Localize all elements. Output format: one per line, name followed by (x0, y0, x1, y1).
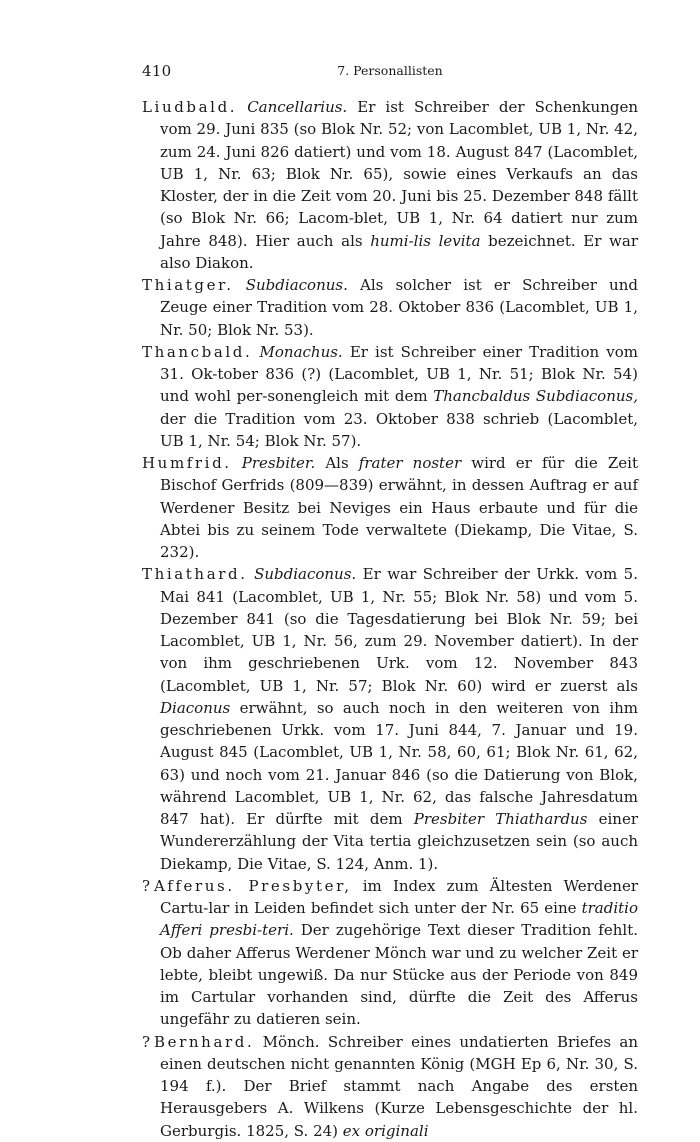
entry-text: erwähnt, so auch noch in den weiteren von ihm geschriebenen Urkk. vom 17. Juni 844, 7. Januar und 19. August 845 (Lacomblet, UB 1, Nr. 58, 60, 61; Blok Nr. 61, 62, 63) und noch vom 21. Januar 846 (so die Datierung von Blok, während Lacomblet, UB 1, Nr. 62, das falsche Jahresdatum 847 hat). Er dürfte mit dem (160, 698, 638, 828)
register-entry (142, 1031, 638, 1142)
entry-text: Er ist Schreiber der Schenkungen vom 29. Juni 835 (so Blok Nr. 52; von Lacomblet, UB 1, Nr. 42, zum 24. Juni 826 datiert) und vom 18. August 847 (Lacomblet, UB 1, Nr. 63; Blok Nr. 65), sowie eines Verkaufs an das Kloster, der in die Zeit vom 20. Juni bis 25. Dezember 848 fällt (so Blok Nr. 66; Lacom-blet, UB 1, Nr. 64 datiert nur zum Jahre 848). Hier auch als (160, 98, 638, 250)
entry-name: Liudbald. (142, 98, 238, 116)
register-entry (142, 563, 638, 875)
italic-text: Diaconus (160, 698, 231, 717)
italic-text: humi-lis levita (370, 231, 481, 250)
entry-text: wird er für die Zeit Bischof Gerfrids (809—839) erwähnt, in dessen Auftrag er auf Werdener Besitz bei Neviges ein Haus erbaute und für die Abtei bis zu seinem Tode verwaltete (Diekamp, Die Vitae, S. 232). (160, 454, 638, 561)
entry-name: Afferus. Presbyter, (154, 876, 352, 895)
italic-text: ex originali (342, 1121, 429, 1140)
entry-text: Er ist Schreiber einer Tradition vom 31. Ok-tober 836 (?) (Lacomblet, UB 1, Nr. 51; Blok Nr. 54) und wohl per-sonengleich mit dem (160, 342, 638, 406)
running-title: 7. Personallisten (337, 63, 443, 78)
entry-text: im Index zum Ältesten Werdener Cartu-lar in Leiden befindet sich unter der Nr. 65 eine (160, 876, 638, 917)
register-entry (142, 452, 638, 563)
italic-text: Presbiter. (241, 454, 316, 472)
entry-text (237, 98, 247, 116)
italic-text: traditio Afferi presbi-teri. (160, 899, 638, 940)
page-number: 410 (142, 62, 172, 80)
entry-text (234, 276, 246, 294)
entry-text: der die Tradition vom 23. Oktober 838 schrieb (Lacomblet, UB 1, Nr. 54; Blok Nr. 57). (160, 409, 638, 450)
entry-text: Er war Schreiber der Urkk. vom 5. Mai 841 (Lacomblet, UB 1, Nr. 55; Blok Nr. 58) und vom 5. Dezember 841 (so die Tagesdatierung bei Blok Nr. 59; bei Lacomblet, UB 1, Nr. 56, zum 29. November datiert). In der von ihm geschriebenen Urk. vom 12. November 843 (Lacomblet, UB 1, Nr. 57; Blok Nr. 60) wird er zuerst als (160, 565, 638, 695)
italic-text: Cancellarius. (247, 98, 348, 116)
uncertain-mark: ? (142, 1032, 151, 1051)
entry-name: Thancbald. (142, 342, 253, 361)
entry-name: Bernhard. (154, 1032, 255, 1051)
entry-text: einer Wundererzählung der Vita tertia gleichzusetzen sein (so auch Diekamp, Die Vitae, S. 124, Anm. 1). (160, 810, 638, 873)
italic-text: frater noster (358, 454, 462, 472)
italic-text: Presbiter Thiathardus (413, 810, 588, 828)
register-entry (142, 274, 638, 341)
italic-text: Thancbaldus Subdiaconus, (433, 387, 638, 406)
uncertain-mark: ? (142, 876, 151, 895)
entry-text: Mönch. Schreiber eines undatierten Briefes an einen deutschen nicht genannten König (MGH Ep 6, Nr. 30, S. 194 f.). Der Brief stammt nach Angabe des ersten Herausgebers A. Wilkens (Kurze Lebensgeschichte der hl. Gerburgis. 1825, S. 24) (160, 1032, 638, 1140)
italic-text: Subdiaconus. (254, 565, 357, 584)
entry-name: Thiatger. (142, 276, 234, 294)
entry-text: Der zugehörige Text dieser Tradition fehlt. Ob daher Afferus Werdener Mönch war und zu welcher Zeit er lebte, bleibt ungewiß. Da nur Stücke aus der Periode von 849 im Cartular vorhanden sind, dürfte die Zeit des Afferus ungefähr zu datieren sein. (160, 921, 638, 1029)
entry-text: Als (315, 454, 359, 472)
italic-text: Subdiaconus. (245, 276, 348, 294)
italic-text: Monachus. (259, 342, 343, 361)
register-entry (142, 341, 638, 452)
entry-text: Als solcher ist er Schreiber und Zeuge einer Tradition vom 28. Oktober 836 (Lacomblet, UB 1, Nr. 50; Blok Nr. 53). (160, 276, 638, 339)
entry-list (142, 96, 638, 1142)
register-entry (142, 875, 638, 1031)
entry-name: Thiathard. (142, 565, 248, 584)
page-header (142, 62, 638, 82)
entry-text (252, 343, 259, 361)
register-entry (142, 96, 638, 274)
entry-name: Humfrid. (142, 454, 232, 472)
entry-text: bezeichnet. Er war also Diakon. (160, 231, 639, 272)
entry-text (232, 454, 242, 472)
